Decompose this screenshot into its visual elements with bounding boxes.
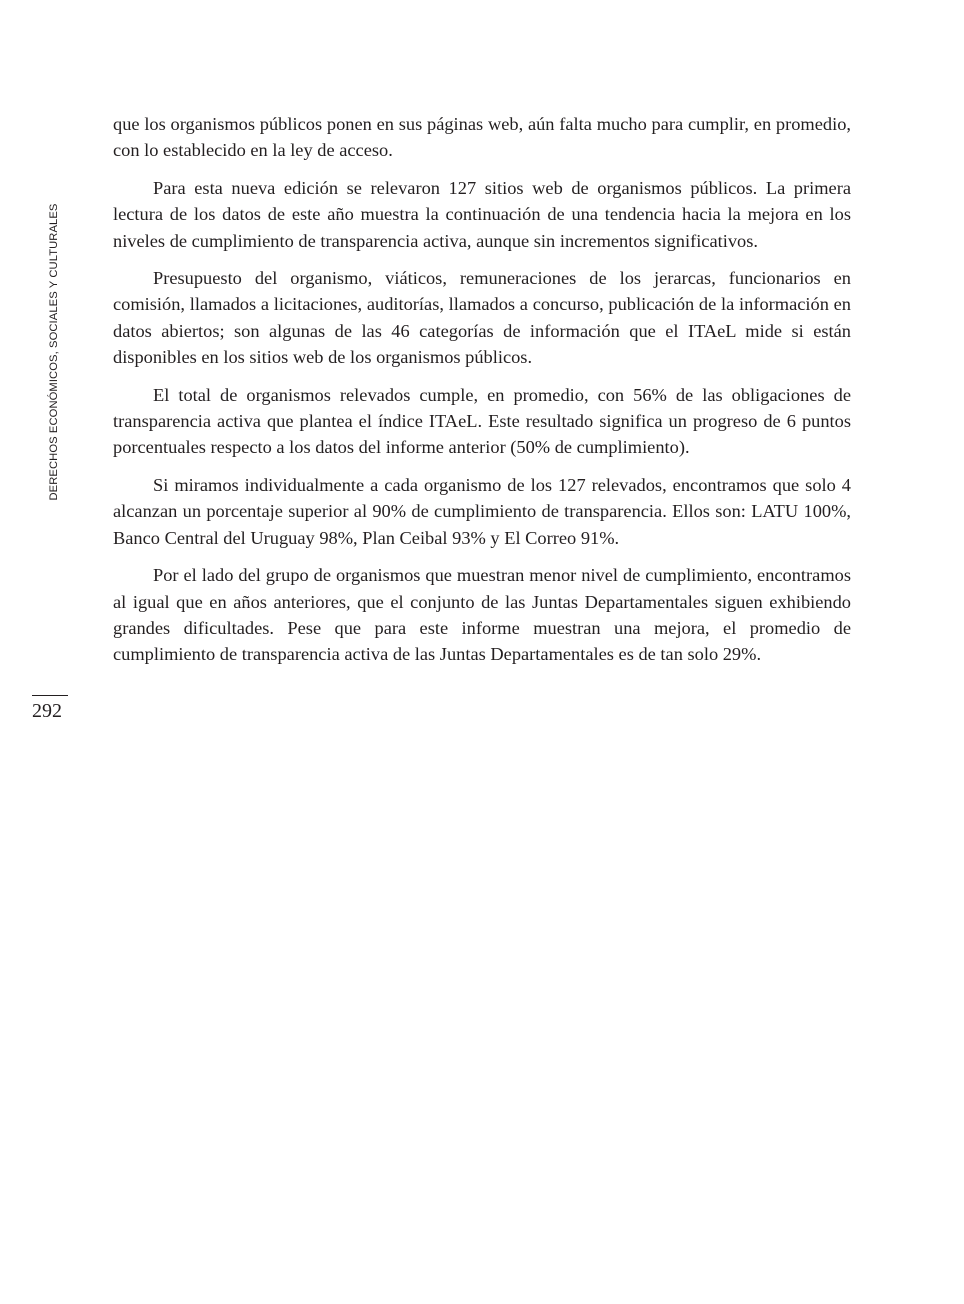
running-header: DERECHOS ECONÓMICOS, SOCIALES Y CULTURALES xyxy=(48,203,60,501)
paragraph-continuation: que los organismos públicos ponen en sus páginas web, aún falta mucho para cumplir, en promedio, con lo establecido en la ley de acceso. xyxy=(113,114,851,161)
paragraph: Si miramos individualmente a cada organismo de los 127 relevados, encontramos que solo 4 alcanzan un porcentaje superior al 90% de cumplimiento de transparencia. Ellos son: LATU 100%, Banco Central del Uruguay 98%, Plan Ceibal 93% y El Correo 91%. xyxy=(113,474,851,548)
paragraph: El total de organismos relevados cumple, en promedio, con 56% de las obligaciones de transparencia activa que plantea el índice ITAeL. Este resultado significa un progreso de 6 puntos porcentuales respecto a los datos del informe anterior (50% de cumplimiento). xyxy=(113,384,851,458)
page-number: 292 xyxy=(32,700,62,722)
paragraph: Por el lado del grupo de organismos que muestran menor nivel de cumplimiento, encontramos al igual que en años anteriores, que el conjunto de las Juntas Departamentales siguen exhibiendo grandes dificultades. Pese que para este informe muestran una mejora, el promedio de cumplimiento de transparencia activa de las Juntas Departamentales es de tan solo 29%. xyxy=(113,565,851,665)
body-text xyxy=(113,111,851,679)
page-number-rule xyxy=(32,695,68,696)
paragraph: Presupuesto del organismo, viáticos, remuneraciones de los jerarcas, funcionarios en comisión, llamados a licitaciones, auditorías, llamados a concurso, publicación de la información en datos abiertos; son algunas de las 46 categorías de información que el ITAeL mide si están disponibles en los sitios web de los organismos públicos. xyxy=(113,268,851,368)
paragraph: Para esta nueva edición se relevaron 127 sitios web de organismos públicos. La primera lectura de los datos de este año muestra la continuación de una tendencia hacia la mejora en los niveles de cumplimiento de transparencia activa, aunque sin incrementos significativos. xyxy=(113,177,851,251)
